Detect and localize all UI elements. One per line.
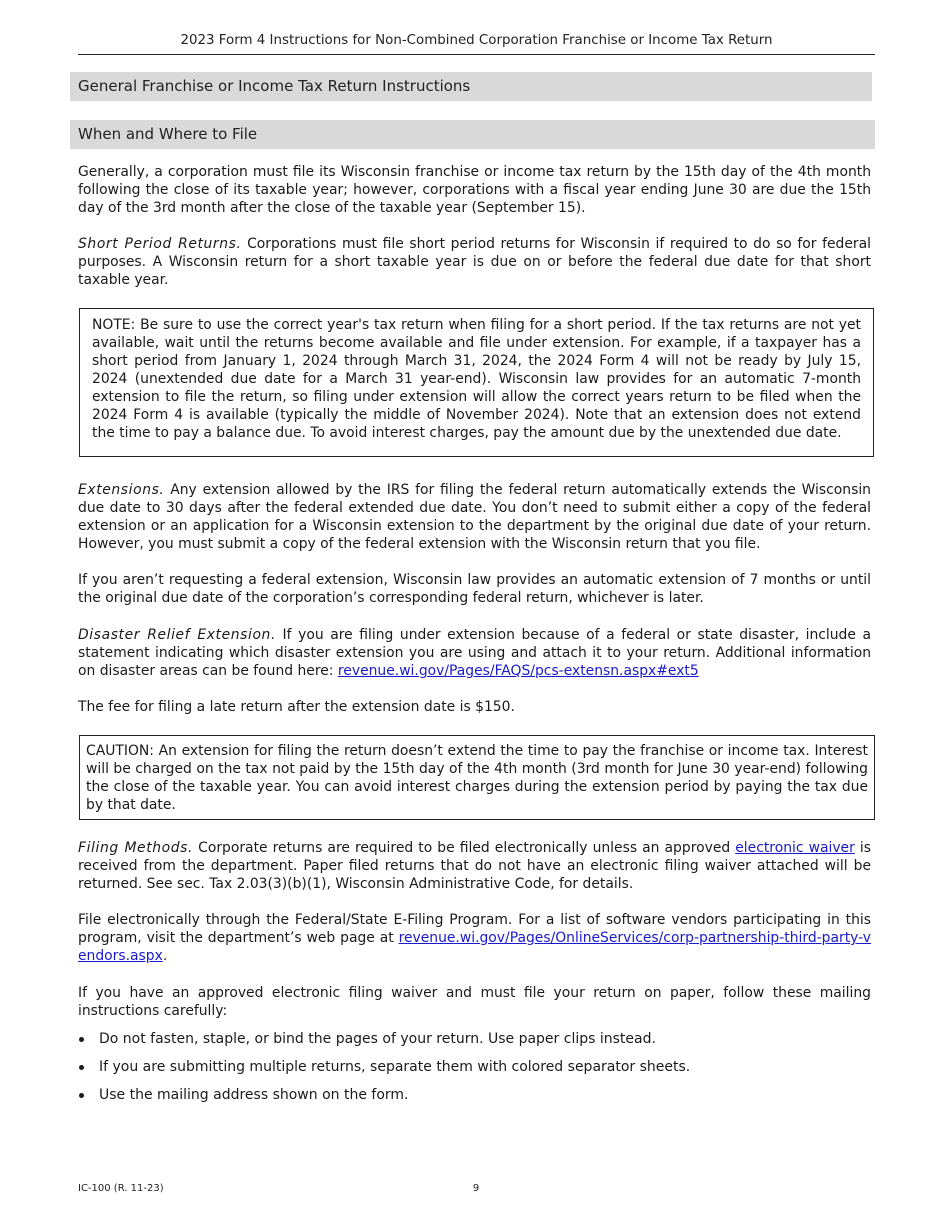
paragraph-efile: [78, 911, 871, 965]
paragraph-late-fee: The fee for filing a late return after the extension date is $150.: [78, 699, 515, 715]
section-heading-general: General Franchise or Income Tax Return Instructions: [70, 72, 872, 101]
electronic-waiver-link[interactable]: electronic waiver: [735, 840, 855, 856]
caution-text: CAUTION: An extension for filing the return doesn’t extend the time to pay the franchise or income tax. Interest will be charged on the tax not paid by the 15th day of the 4th month (3rd month for June 30 year-end) following the close of the taxable year. You can avoid interest charges during the extension period by paying the tax due by that date.: [86, 743, 868, 813]
bullet-icon: [79, 1065, 84, 1070]
paragraph-waiver-intro: If you have an approved electronic filing waiver and must file your return on paper, follow these mailing instructions carefully:: [78, 985, 871, 1019]
vendors-page-link[interactable]: revenue.wi.gov/Pages/OnlineServices/corp-partnership-third-party-vendors.aspx: [78, 930, 871, 964]
filing-methods-lead: Filing Methods.: [78, 840, 194, 856]
disaster-faq-link[interactable]: revenue.wi.gov/Pages/FAQS/pcs-extensn.aspx#ext5: [337, 663, 699, 679]
efile-end: .: [162, 948, 168, 964]
filing-methods-text-1: Corporate returns are required to be filed electronically unless an approved: [193, 840, 736, 856]
mailing-instructions-list: [78, 1030, 871, 1114]
page-number: 9: [472, 1183, 480, 1194]
list-item-text: Do not fasten, staple, or bind the pages of your return. Use paper clips instead.: [99, 1031, 656, 1047]
paragraph-short-period: [78, 235, 871, 289]
list-item-text: Use the mailing address shown on the form.: [99, 1087, 409, 1103]
efile-text: File electronically through the Federal/State E-Filing Program. For a list of software vendors participating in this program, visit the department’s web page at: [78, 912, 871, 946]
list-item-text: If you are submitting multiple returns, separate them with colored separator sheets.: [99, 1059, 691, 1075]
bullet-icon: [79, 1037, 84, 1042]
paragraph-disaster-relief: [78, 626, 871, 680]
note-text: NOTE: Be sure to use the correct year's tax return when filing for a short period. If the tax returns are not yet available, wait until the returns become available and file under extension. For example, if a taxpayer has a short period from January 1, 2024 through March 31, 2024, the 2024 Form 4 will not be ready by July 15, 2024 (unextended due date for a March 31 year-end). Wisconsin law provides for an automatic 7-month extension to file the return, so filing under extension will allow the correct years return to be filed when the 2024 Form 4 is available (typically the middle of November 2024). Note that an extension does not extend the time to pay a balance due. To avoid interest charges, pay the amount due by the unextended due date.: [92, 317, 861, 441]
caution-box: [79, 735, 875, 820]
section-heading-when-where: When and Where to File: [70, 120, 875, 149]
list-item: [78, 1086, 871, 1114]
list-item: [78, 1058, 871, 1086]
extensions-lead: Extensions.: [78, 482, 165, 498]
short-period-lead: Short Period Returns.: [78, 236, 242, 252]
running-header: 2023 Form 4 Instructions for Non-Combined Corporation Franchise or Income Tax Return: [180, 33, 773, 48]
paragraph-extensions: [78, 481, 871, 553]
short-period-text: Corporations must file short period returns for Wisconsin if required to do so for federal purposes. A Wisconsin return for a short taxable year is due on or before the federal due date for that short taxable year.: [78, 236, 871, 288]
extensions-text: Any extension allowed by the IRS for filing the federal return automatically extends the Wisconsin due date to 30 days after the federal extended due date. You don’t need to submit either a copy of the federal extension or an application for a Wisconsin extension to the department by the original due date of your return. However, you must submit a copy of the federal extension with the Wisconsin return that you file.: [78, 482, 871, 552]
disaster-text: If you are filing under extension because of a federal or state disaster, include a statement indicating which disaster extension you are using and attach it to your return. Additional information on disaster areas can be found here:: [78, 627, 871, 679]
form-id: IC-100 (R. 11-23): [78, 1183, 164, 1194]
paragraph-filing-deadline: Generally, a corporation must file its Wisconsin franchise or income tax return by the 15th day of the 4th month following the close of its taxable year; however, corporations with a fiscal year ending June 30 are due the 15th day of the 3rd month after the close of the taxable year (September 15).: [78, 164, 871, 216]
bullet-icon: [79, 1093, 84, 1098]
header-rule: [78, 54, 875, 55]
list-item: [78, 1030, 871, 1058]
disaster-lead: Disaster Relief Extension.: [78, 627, 276, 643]
paragraph-filing-methods: [78, 839, 871, 893]
filing-methods-text-2: is received from the department. Paper filed returns that do not have an electronic filing waiver attached will be returned. See sec. Tax 2.03(3)(b)(1), Wisconsin Administrative Code, for details.: [78, 840, 871, 892]
paragraph-no-federal-extension: If you aren’t requesting a federal extension, Wisconsin law provides an automatic extension of 7 months or until the original due date of the corporation’s corresponding federal return, whichever is later.: [78, 572, 871, 606]
note-box: [79, 308, 874, 457]
